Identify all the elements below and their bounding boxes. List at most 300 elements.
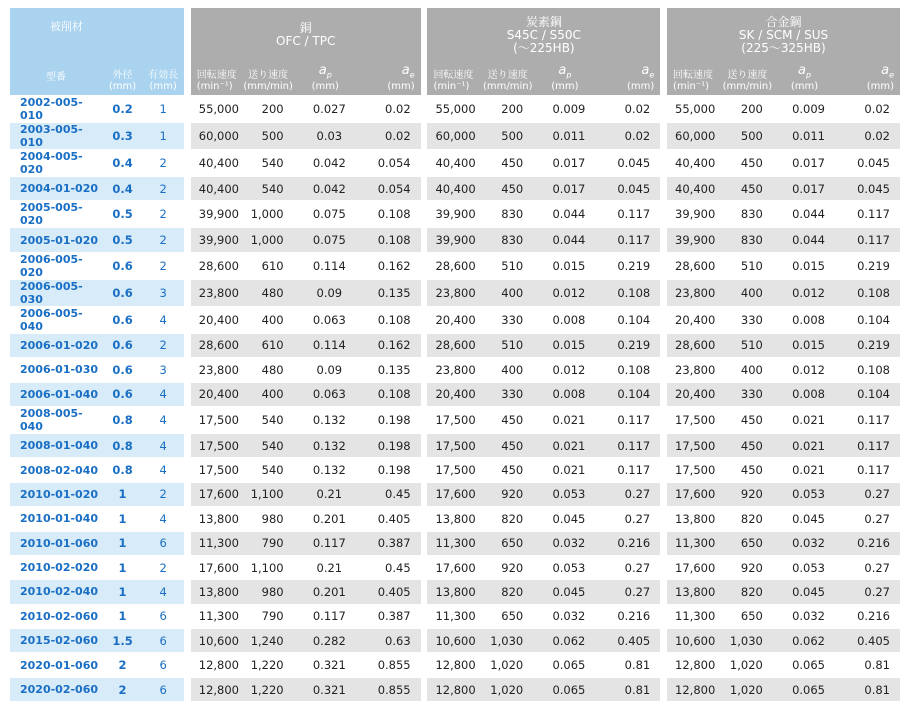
length-cell: 6 bbox=[142, 652, 184, 676]
feed-cell: 980 bbox=[243, 579, 294, 603]
diameter-cell: 1 bbox=[103, 579, 143, 603]
feed-header: 送り速度 (mm/min) bbox=[722, 62, 773, 95]
ap-cell: 0.201 bbox=[294, 579, 357, 603]
ap-cell: 0.09 bbox=[294, 357, 357, 381]
length-cell: 4 bbox=[142, 382, 184, 406]
feed-cell: 450 bbox=[722, 176, 773, 200]
length-cell: 3 bbox=[142, 357, 184, 381]
model-number: 2015-02-060 bbox=[10, 628, 103, 652]
speed-cell: 40,400 bbox=[427, 176, 482, 200]
length-cell: 4 bbox=[142, 579, 184, 603]
speed-cell: 11,300 bbox=[191, 604, 243, 628]
table-row bbox=[10, 252, 900, 279]
ap-cell: 0.321 bbox=[294, 652, 357, 676]
speed-cell: 13,800 bbox=[667, 579, 722, 603]
ap-cell: 0.032 bbox=[533, 531, 596, 555]
feed-cell: 540 bbox=[243, 457, 294, 481]
table-body bbox=[10, 95, 900, 701]
feed-cell: 450 bbox=[482, 176, 533, 200]
material-header-copper bbox=[191, 8, 421, 62]
diameter-cell: 0.6 bbox=[103, 252, 143, 279]
ap-cell: 0.045 bbox=[533, 506, 596, 530]
table-row bbox=[10, 652, 900, 676]
ae-cell: 0.117 bbox=[597, 406, 661, 433]
speed-header: 回転速度 (min⁻¹) bbox=[427, 62, 482, 95]
ae-cell: 0.216 bbox=[597, 604, 661, 628]
length-cell: 6 bbox=[142, 604, 184, 628]
speed-cell: 39,900 bbox=[191, 200, 243, 227]
ap-header: $a_p$ (mm) bbox=[773, 62, 836, 95]
feed-cell: 510 bbox=[722, 252, 773, 279]
ae-cell: 0.219 bbox=[836, 333, 900, 357]
speed-cell: 40,400 bbox=[191, 176, 243, 200]
table-row bbox=[10, 279, 900, 306]
material-title: 炭素鋼 bbox=[525, 14, 562, 29]
feed-cell: 540 bbox=[243, 433, 294, 457]
ap-cell: 0.021 bbox=[533, 457, 596, 481]
feed-cell: 200 bbox=[482, 95, 533, 122]
feed-cell: 400 bbox=[243, 382, 294, 406]
feed-cell: 1,020 bbox=[482, 652, 533, 676]
material-hardness: (〜225HB) bbox=[513, 40, 575, 55]
ap-cell: 0.065 bbox=[773, 677, 836, 701]
ap-cell: 0.021 bbox=[533, 406, 596, 433]
ae-cell: 0.135 bbox=[357, 357, 421, 381]
speed-cell: 20,400 bbox=[667, 306, 722, 333]
feed-cell: 540 bbox=[243, 176, 294, 200]
ap-cell: 0.012 bbox=[533, 357, 596, 381]
speed-cell: 12,800 bbox=[667, 652, 722, 676]
ap-cell: 0.114 bbox=[294, 252, 357, 279]
ae-cell: 0.216 bbox=[836, 531, 900, 555]
ae-cell: 0.219 bbox=[597, 252, 661, 279]
diameter-cell: 0.8 bbox=[103, 457, 143, 481]
ap-cell: 0.132 bbox=[294, 433, 357, 457]
speed-header: 回転速度 (min⁻¹) bbox=[191, 62, 243, 95]
speed-cell: 17,500 bbox=[667, 406, 722, 433]
ae-cell: 0.045 bbox=[597, 149, 661, 176]
feed-cell: 1,020 bbox=[722, 677, 773, 701]
model-number: 2006-01-030 bbox=[10, 357, 103, 381]
material-header-carbon-steel bbox=[427, 8, 660, 62]
table-row bbox=[10, 406, 900, 433]
speed-cell: 28,600 bbox=[667, 252, 722, 279]
speed-cell: 11,300 bbox=[427, 604, 482, 628]
feed-cell: 1,030 bbox=[722, 628, 773, 652]
ap-cell: 0.045 bbox=[773, 506, 836, 530]
speed-cell: 12,800 bbox=[427, 652, 482, 676]
feed-cell: 500 bbox=[722, 122, 773, 149]
feed-cell: 200 bbox=[243, 95, 294, 122]
ae-cell: 0.135 bbox=[357, 279, 421, 306]
ae-cell: 0.198 bbox=[357, 457, 421, 481]
ae-cell: 0.117 bbox=[597, 433, 661, 457]
ae-cell: 0.405 bbox=[597, 628, 661, 652]
ae-cell: 0.27 bbox=[597, 579, 661, 603]
feed-cell: 540 bbox=[243, 149, 294, 176]
table-row bbox=[10, 482, 900, 506]
ae-cell: 0.108 bbox=[357, 306, 421, 333]
ae-cell: 0.02 bbox=[357, 95, 421, 122]
ae-cell: 0.045 bbox=[836, 176, 900, 200]
feed-cell: 980 bbox=[243, 506, 294, 530]
ae-cell: 0.81 bbox=[836, 652, 900, 676]
ap-cell: 0.021 bbox=[773, 406, 836, 433]
ae-cell: 0.108 bbox=[357, 200, 421, 227]
diameter-cell: 0.8 bbox=[103, 406, 143, 433]
ap-cell: 0.009 bbox=[773, 95, 836, 122]
table-row bbox=[10, 604, 900, 628]
ae-cell: 0.27 bbox=[836, 579, 900, 603]
model-number: 2006-005-040 bbox=[10, 306, 103, 333]
ap-cell: 0.053 bbox=[533, 555, 596, 579]
ae-cell: 0.054 bbox=[357, 176, 421, 200]
diameter-cell: 2 bbox=[103, 652, 143, 676]
speed-cell: 23,800 bbox=[667, 279, 722, 306]
speed-cell: 17,500 bbox=[191, 406, 243, 433]
speed-cell: 13,800 bbox=[191, 506, 243, 530]
ap-cell: 0.045 bbox=[773, 579, 836, 603]
ap-cell: 0.042 bbox=[294, 176, 357, 200]
speed-cell: 28,600 bbox=[191, 252, 243, 279]
ap-cell: 0.012 bbox=[533, 279, 596, 306]
ae-cell: 0.162 bbox=[357, 252, 421, 279]
model-number: 2010-01-020 bbox=[10, 482, 103, 506]
speed-cell: 39,900 bbox=[667, 227, 722, 251]
table-row bbox=[10, 628, 900, 652]
feed-cell: 830 bbox=[482, 200, 533, 227]
feed-cell: 450 bbox=[722, 457, 773, 481]
model-number: 2020-02-060 bbox=[10, 677, 103, 701]
diameter-cell: 1 bbox=[103, 531, 143, 555]
model-number: 2004-01-020 bbox=[10, 176, 103, 200]
model-number: 2006-005-020 bbox=[10, 252, 103, 279]
model-number: 2005-005-020 bbox=[10, 200, 103, 227]
ap-cell: 0.053 bbox=[773, 555, 836, 579]
ap-cell: 0.017 bbox=[533, 149, 596, 176]
speed-header: 回転速度 (min⁻¹) bbox=[667, 62, 722, 95]
material-grade: S45C / S50C bbox=[506, 27, 581, 42]
table-row bbox=[10, 555, 900, 579]
ae-cell: 0.81 bbox=[836, 677, 900, 701]
ap-cell: 0.012 bbox=[773, 279, 836, 306]
length-cell: 3 bbox=[142, 279, 184, 306]
speed-cell: 28,600 bbox=[191, 333, 243, 357]
feed-cell: 510 bbox=[482, 252, 533, 279]
feed-cell: 1,020 bbox=[722, 652, 773, 676]
feed-cell: 830 bbox=[722, 227, 773, 251]
ap-cell: 0.321 bbox=[294, 677, 357, 701]
ap-cell: 0.053 bbox=[773, 482, 836, 506]
ae-cell: 0.63 bbox=[357, 628, 421, 652]
feed-cell: 400 bbox=[722, 279, 773, 306]
ap-cell: 0.21 bbox=[294, 482, 357, 506]
ap-cell: 0.117 bbox=[294, 531, 357, 555]
feed-cell: 330 bbox=[482, 306, 533, 333]
ap-cell: 0.012 bbox=[773, 357, 836, 381]
ae-cell: 0.219 bbox=[836, 252, 900, 279]
speed-cell: 12,800 bbox=[191, 677, 243, 701]
ap-cell: 0.065 bbox=[773, 652, 836, 676]
length-header: 有効長 (mm) bbox=[142, 62, 184, 95]
speed-cell: 13,800 bbox=[427, 506, 482, 530]
speed-cell: 12,800 bbox=[191, 652, 243, 676]
ae-cell: 0.216 bbox=[597, 531, 661, 555]
ap-cell: 0.282 bbox=[294, 628, 357, 652]
speed-cell: 17,500 bbox=[191, 457, 243, 481]
feed-cell: 920 bbox=[482, 555, 533, 579]
speed-cell: 17,500 bbox=[427, 433, 482, 457]
speed-cell: 39,900 bbox=[667, 200, 722, 227]
ae-cell: 0.27 bbox=[836, 555, 900, 579]
feed-cell: 1,030 bbox=[482, 628, 533, 652]
feed-cell: 540 bbox=[243, 406, 294, 433]
feed-cell: 450 bbox=[722, 149, 773, 176]
diameter-cell: 0.5 bbox=[103, 227, 143, 251]
speed-cell: 17,500 bbox=[667, 457, 722, 481]
length-cell: 2 bbox=[142, 555, 184, 579]
ae-cell: 0.02 bbox=[836, 95, 900, 122]
diameter-cell: 0.6 bbox=[103, 357, 143, 381]
ae-cell: 0.117 bbox=[836, 433, 900, 457]
feed-cell: 1,100 bbox=[243, 555, 294, 579]
ae-cell: 0.405 bbox=[357, 506, 421, 530]
speed-cell: 17,600 bbox=[667, 482, 722, 506]
ap-cell: 0.044 bbox=[773, 200, 836, 227]
ae-cell: 0.108 bbox=[357, 227, 421, 251]
diameter-cell: 0.2 bbox=[103, 95, 143, 122]
speed-cell: 28,600 bbox=[667, 333, 722, 357]
speed-cell: 60,000 bbox=[667, 122, 722, 149]
speed-cell: 39,900 bbox=[427, 227, 482, 251]
feed-cell: 830 bbox=[722, 200, 773, 227]
ap-cell: 0.044 bbox=[533, 200, 596, 227]
diameter-cell: 0.4 bbox=[103, 176, 143, 200]
ap-cell: 0.063 bbox=[294, 306, 357, 333]
table-row bbox=[10, 579, 900, 603]
ae-cell: 0.045 bbox=[836, 149, 900, 176]
ae-cell: 0.27 bbox=[836, 506, 900, 530]
feed-cell: 790 bbox=[243, 604, 294, 628]
length-cell: 2 bbox=[142, 200, 184, 227]
model-number: 2020-01-060 bbox=[10, 652, 103, 676]
ae-cell: 0.104 bbox=[597, 382, 661, 406]
ap-cell: 0.132 bbox=[294, 457, 357, 481]
speed-cell: 23,800 bbox=[191, 279, 243, 306]
feed-header: 送り速度 (mm/min) bbox=[243, 62, 294, 95]
ae-cell: 0.81 bbox=[597, 652, 661, 676]
ap-cell: 0.032 bbox=[773, 604, 836, 628]
speed-cell: 13,800 bbox=[191, 579, 243, 603]
speed-cell: 55,000 bbox=[427, 95, 482, 122]
material-title: 合金鋼 bbox=[765, 14, 802, 29]
ap-cell: 0.075 bbox=[294, 227, 357, 251]
feed-cell: 450 bbox=[482, 433, 533, 457]
diameter-cell: 0.6 bbox=[103, 279, 143, 306]
diameter-cell: 1 bbox=[103, 482, 143, 506]
ae-cell: 0.108 bbox=[597, 279, 661, 306]
material-grade: SK / SCM / SUS bbox=[738, 27, 829, 42]
speed-cell: 20,400 bbox=[427, 382, 482, 406]
speed-cell: 20,400 bbox=[191, 306, 243, 333]
speed-cell: 55,000 bbox=[667, 95, 722, 122]
table-row bbox=[10, 227, 900, 251]
table-row bbox=[10, 95, 900, 122]
model-number: 2008-02-040 bbox=[10, 457, 103, 481]
feed-cell: 610 bbox=[243, 333, 294, 357]
diameter-cell: 0.8 bbox=[103, 433, 143, 457]
feed-cell: 650 bbox=[482, 604, 533, 628]
feed-cell: 1,220 bbox=[243, 652, 294, 676]
length-cell: 4 bbox=[142, 306, 184, 333]
ae-cell: 0.104 bbox=[597, 306, 661, 333]
table-row bbox=[10, 433, 900, 457]
speed-cell: 23,800 bbox=[667, 357, 722, 381]
speed-cell: 40,400 bbox=[667, 176, 722, 200]
length-cell: 4 bbox=[142, 457, 184, 481]
ae-cell: 0.198 bbox=[357, 406, 421, 433]
model-number: 2004-005-020 bbox=[10, 149, 103, 176]
length-cell: 1 bbox=[142, 122, 184, 149]
length-cell: 6 bbox=[142, 531, 184, 555]
diameter-cell: 0.6 bbox=[103, 382, 143, 406]
speed-cell: 60,000 bbox=[191, 122, 243, 149]
ap-cell: 0.03 bbox=[294, 122, 357, 149]
feed-cell: 400 bbox=[482, 279, 533, 306]
ap-cell: 0.011 bbox=[773, 122, 836, 149]
speed-cell: 11,300 bbox=[667, 531, 722, 555]
ap-cell: 0.065 bbox=[533, 677, 596, 701]
feed-cell: 1,000 bbox=[243, 227, 294, 251]
model-number: 2003-005-010 bbox=[10, 122, 103, 149]
ae-cell: 0.27 bbox=[597, 506, 661, 530]
ae-header: $a_e$ (mm) bbox=[597, 62, 661, 95]
speed-cell: 17,500 bbox=[427, 457, 482, 481]
material-header-alloy-steel bbox=[667, 8, 900, 62]
diameter-cell: 1 bbox=[103, 604, 143, 628]
ae-cell: 0.162 bbox=[357, 333, 421, 357]
ap-cell: 0.21 bbox=[294, 555, 357, 579]
ae-cell: 0.108 bbox=[836, 357, 900, 381]
ae-cell: 0.81 bbox=[597, 677, 661, 701]
feed-cell: 500 bbox=[243, 122, 294, 149]
feed-cell: 450 bbox=[482, 149, 533, 176]
speed-cell: 23,800 bbox=[427, 357, 482, 381]
speed-cell: 13,800 bbox=[427, 579, 482, 603]
speed-cell: 17,600 bbox=[191, 482, 243, 506]
diameter-cell: 0.4 bbox=[103, 149, 143, 176]
feed-cell: 450 bbox=[722, 406, 773, 433]
ae-header: $a_e$ (mm) bbox=[357, 62, 421, 95]
ae-cell: 0.855 bbox=[357, 652, 421, 676]
feed-cell: 330 bbox=[722, 382, 773, 406]
table-row bbox=[10, 122, 900, 149]
ap-cell: 0.017 bbox=[533, 176, 596, 200]
ap-cell: 0.008 bbox=[533, 306, 596, 333]
length-cell: 6 bbox=[142, 677, 184, 701]
speed-cell: 20,400 bbox=[427, 306, 482, 333]
ae-cell: 0.045 bbox=[597, 176, 661, 200]
ae-cell: 0.27 bbox=[597, 482, 661, 506]
model-number: 2002-005-010 bbox=[10, 95, 103, 122]
table-row bbox=[10, 677, 900, 701]
length-cell: 6 bbox=[142, 628, 184, 652]
speed-cell: 11,300 bbox=[427, 531, 482, 555]
length-cell: 2 bbox=[142, 227, 184, 251]
speed-cell: 12,800 bbox=[667, 677, 722, 701]
feed-header: 送り速度 (mm/min) bbox=[482, 62, 533, 95]
ap-cell: 0.015 bbox=[773, 333, 836, 357]
model-number: 2010-01-060 bbox=[10, 531, 103, 555]
speed-cell: 55,000 bbox=[191, 95, 243, 122]
material-grade: OFC / TPC bbox=[276, 34, 336, 48]
ae-cell: 0.108 bbox=[597, 357, 661, 381]
ap-cell: 0.117 bbox=[294, 604, 357, 628]
ae-cell: 0.054 bbox=[357, 149, 421, 176]
ae-cell: 0.108 bbox=[357, 382, 421, 406]
model-number: 2008-005-040 bbox=[10, 406, 103, 433]
ap-cell: 0.017 bbox=[773, 176, 836, 200]
ap-cell: 0.132 bbox=[294, 406, 357, 433]
ae-cell: 0.219 bbox=[597, 333, 661, 357]
feed-cell: 1,000 bbox=[243, 200, 294, 227]
ap-cell: 0.114 bbox=[294, 333, 357, 357]
length-cell: 4 bbox=[142, 506, 184, 530]
ae-cell: 0.104 bbox=[836, 306, 900, 333]
ap-cell: 0.021 bbox=[773, 457, 836, 481]
cutting-conditions-table bbox=[10, 8, 900, 701]
feed-cell: 830 bbox=[482, 227, 533, 251]
speed-cell: 40,400 bbox=[427, 149, 482, 176]
ae-cell: 0.45 bbox=[357, 482, 421, 506]
ap-cell: 0.027 bbox=[294, 95, 357, 122]
ap-cell: 0.008 bbox=[533, 382, 596, 406]
feed-cell: 1,220 bbox=[243, 677, 294, 701]
ap-cell: 0.201 bbox=[294, 506, 357, 530]
ap-cell: 0.009 bbox=[533, 95, 596, 122]
ae-cell: 0.117 bbox=[836, 200, 900, 227]
ap-cell: 0.075 bbox=[294, 200, 357, 227]
diameter-cell: 1 bbox=[103, 555, 143, 579]
ae-cell: 0.02 bbox=[357, 122, 421, 149]
feed-cell: 400 bbox=[482, 357, 533, 381]
feed-cell: 920 bbox=[482, 482, 533, 506]
feed-cell: 400 bbox=[243, 306, 294, 333]
model-header: 型番 bbox=[10, 62, 103, 95]
diameter-cell: 0.6 bbox=[103, 333, 143, 357]
feed-cell: 650 bbox=[722, 531, 773, 555]
speed-cell: 10,600 bbox=[667, 628, 722, 652]
speed-cell: 40,400 bbox=[667, 149, 722, 176]
diameter-cell: 1 bbox=[103, 506, 143, 530]
speed-cell: 28,600 bbox=[427, 333, 482, 357]
ap-cell: 0.062 bbox=[773, 628, 836, 652]
length-cell: 2 bbox=[142, 176, 184, 200]
feed-cell: 650 bbox=[482, 531, 533, 555]
feed-cell: 820 bbox=[722, 579, 773, 603]
ap-cell: 0.011 bbox=[533, 122, 596, 149]
ae-cell: 0.27 bbox=[597, 555, 661, 579]
ap-cell: 0.032 bbox=[773, 531, 836, 555]
feed-cell: 920 bbox=[722, 555, 773, 579]
ap-cell: 0.032 bbox=[533, 604, 596, 628]
speed-cell: 20,400 bbox=[191, 382, 243, 406]
ae-cell: 0.405 bbox=[357, 579, 421, 603]
feed-cell: 510 bbox=[482, 333, 533, 357]
ap-cell: 0.045 bbox=[533, 579, 596, 603]
diameter-header: 外径 (mm) bbox=[103, 62, 143, 95]
length-cell: 2 bbox=[142, 333, 184, 357]
